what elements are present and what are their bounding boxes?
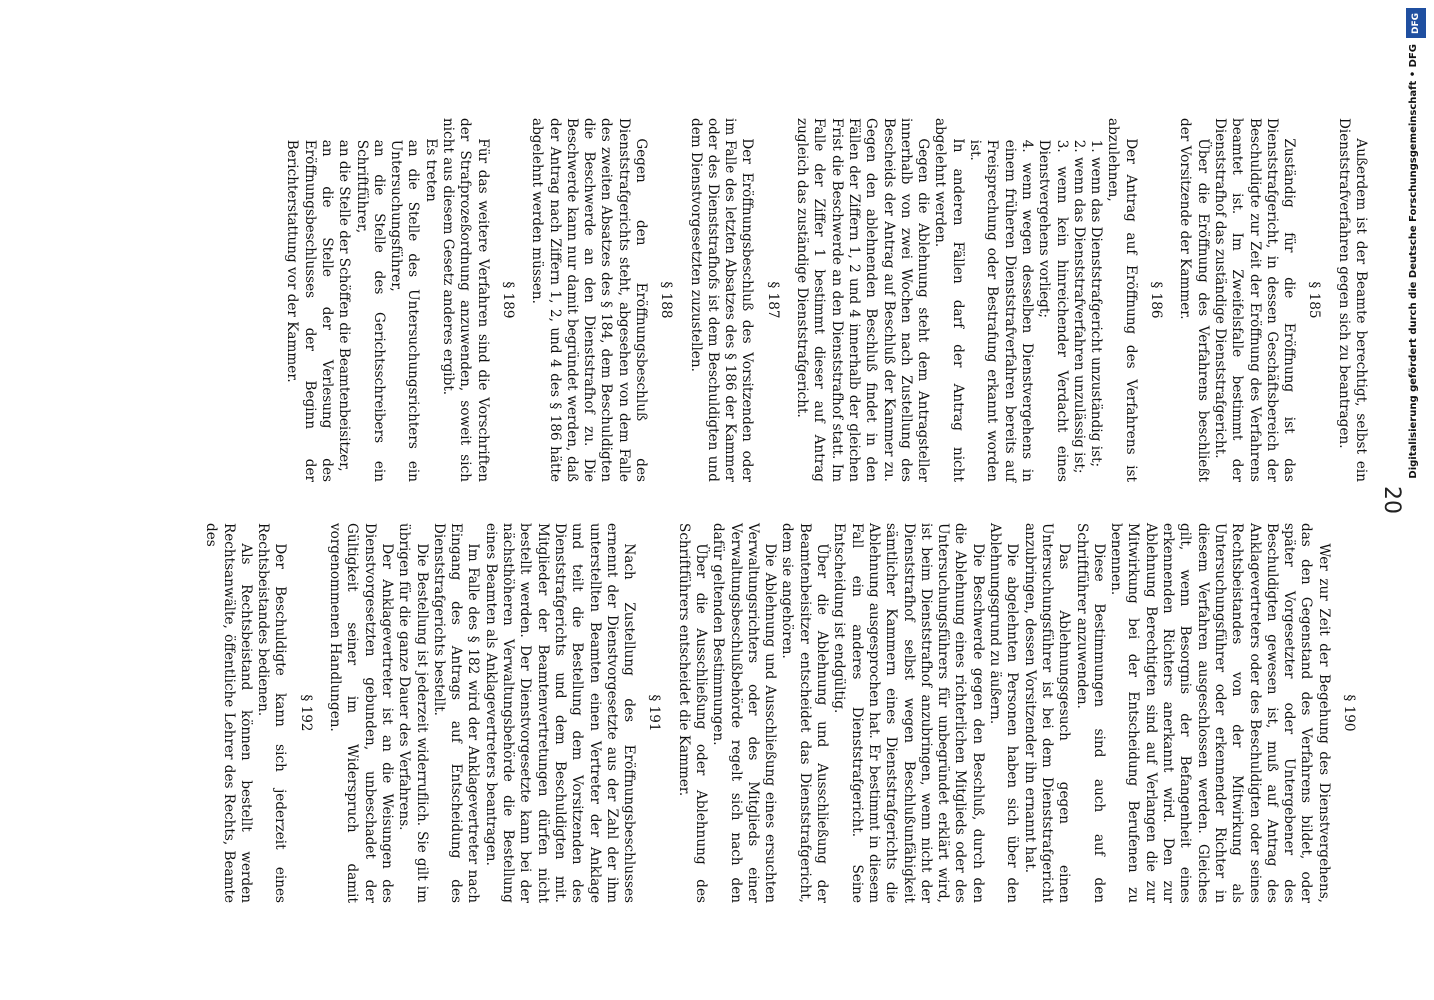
section-185-paragraph-1: Zuständig für die Eröffnung ist das Dienststrafgericht, in dessen Geschäftsbereich der Beschuldigte zur Zeit der Eröffnung des Verfahrens beamtet ist. Im Zweifelsfalle bestimmt der Dienststrafhof das zuständige Dienststrafgericht. [1211, 118, 1298, 482]
section-187-paragraph-1: Der Eröffnungsbeschluß des Vorsitzenden oder im Falle des letzten Absatzes des § 186 der Kammer oder des Dienststrafhofs ist dem Beschuldigten und dem Dienstvorgesetzten zuzustellen. [687, 118, 756, 482]
section-192-paragraph-1: Der Beschuldigte kann sich jederzeit eines Rechtsbeistandes bedienen. [255, 523, 289, 903]
section-190-paragraph-6: Über die Ablehnung und Ausschließung der Beamtenbeisitzer entscheidet das Dienststrafgericht, dem sie angehören. [779, 523, 831, 903]
section-189-item-1: an die Stelle des Untersuchungsrichters ein Untersuchungsführer, [388, 139, 422, 482]
digitization-credit [1402, 8, 1430, 479]
section-189-paragraph-2: Es treten [422, 138, 439, 202]
section-185-paragraph-2: Über die Eröffnung des Verfahrens beschließt der Vorsitzende der Kammer. [1177, 118, 1211, 482]
section-190-paragraph-4: Die abgelehnten Personen haben sich über den Ablehnungsgrund zu äußern. [987, 523, 1021, 903]
section-191-paragraph-1: Nach Zustellung des Eröffnungsbeschlusses ernennt der Dienstvorgesetzte aus der Zahl der ihm unterstellten Beamten einen Vertreter der Anklage und teilt die Bestellung dem Vorsitzenden des Dienststrafgerichts und dem Beschuldigten mit. Mitglieder der Beamtenvertretungen dürfen nicht bestellt werden. Der Dienstvorgesetzte kann bei der nächsthöheren Verwaltungsbehörde die Bestellung eines Beamten als Anklagevertreters beantragen. [482, 523, 638, 903]
section-189-item-2: an die Stelle des Gerichtsschreibers ein Schriftführer, [353, 139, 387, 482]
page-number: 20 [1379, 486, 1404, 514]
right-column [202, 523, 1369, 903]
section-191-paragraph-3: Die Bestellung ist jederzeit widerruflich. Sie gilt im übrigen für die ganze Dauer des Verfahrens. [396, 523, 430, 903]
section-187-heading: § 187 [764, 281, 781, 319]
section-191-paragraph-2: Im Falle des § 182 wird der Anklagevertreter nach Eingang des Antrags auf Entscheidung des Dienststrafgerichts bestellt. [430, 523, 482, 903]
section-190-paragraph-8: Über die Ausschließung oder Ablehnung des Schriftführers entscheidet die Kammer. [675, 523, 710, 903]
section-186-paragraph-1: Der Antrag auf Eröffnung des Verfahrens ist abzulehnen, [1105, 118, 1139, 482]
section-191-heading: § 191 [646, 694, 663, 732]
section-192-heading: § 192 [297, 694, 314, 732]
section-189-paragraph-1: Für das weitere Verfahren sind die Vorschriften der Strafprozeßordnung anzuwenden, soweit sich nicht aus diesem Gesetz anderes ergibt. [440, 118, 491, 482]
section-190-paragraph-1: Wer zur Zeit der Begehung des Dienstvergehens, das den Gegenstand des Verfahrens bildet, oder später Vorgesetzter oder Untergebener des Beschuldigten gewesen ist, muß auf Antrag des Anklagevertreters oder des Beschuldigten oder seines Rechtsbeistandes von der Mitwirkung als Untersuchungsführer oder erkennender Richter in diesem Verfahren ausgeschlossen werden. Gleiches gilt, wenn Besorgnis der Befangenheit eines erkennenden Richters anerkannt wird. Den zur Ablehnung Berechtigten sind auf Verlangen die zur Mitwirkung bei der Entscheidung Berufenen zu benennen. [1108, 523, 1332, 903]
section-190-paragraph-5: Die Beschwerde gegen den Beschluß, durch den die Ablehnung eines richterlichen Mitglieds oder des Untersuchungsführers für unbegründet erklärt wird, ist beim Dienststrafhof anzubringen, wenn nicht der Dienststrafhof selbst wegen Beschlußunfähigkeit sämtlicher Kammern eines Dienststrafgerichts die Ablehnung ausgesprochen hat. Er bestimmt in diesem Fall ein anderes Dienststrafgericht. Seine Entscheidung ist endgültig. [831, 523, 986, 903]
section-189-item-3: an die Stelle der Schöffen die Beamtenbeisitzer, [336, 139, 353, 472]
section-191-paragraph-4: Der Anklagevertreter ist an die Weisungen des Dienstvorgesetzten gebunden, unbeschadet der Gültigkeit seiner im Widerspruch damit vorgenommenen Handlungen. [327, 523, 395, 903]
section-190-heading: § 190 [1341, 694, 1357, 732]
section-188-heading: § 188 [658, 281, 675, 319]
section-186-paragraph-3: Gegen die Ablehnung steht dem Antragsteller innerhalb von zwei Wochen nach Zustellung des Bescheids der Antrag auf Beschluß der Kammer zu. Gegen den ablehnenden Beschluß findet in den Fällen der Ziffern 1, 2 und 4 innerhalb der gleichen Frist die Beschwerde an den Dienststrafhof statt. Im Falle der Ziffer 1 bestimmt dieser auf Antrag zugleich das zuständige Dienststrafgericht. [794, 118, 932, 482]
section-190-paragraph-2: Diese Bestimmungen sind auch auf den Schriftführer anzuwenden. [1073, 523, 1107, 903]
section-185-heading: § 185 [1306, 281, 1323, 319]
section-186-heading: § 186 [1148, 281, 1165, 319]
section-190-paragraph-7: Die Ablehnung und Ausschließung eines ersuchten Verwaltungsrichters oder des Mitglieds einer Verwaltungsbeschlußbehörde regelt sich nach den dafür geltenden Bestimmungen. [710, 523, 779, 903]
section-186-item-2: 2. wenn das Dienststrafverfahren unzulässig ist; [1070, 139, 1087, 474]
intro-paragraph: Außerdem ist der Beamte berechtigt, selbst ein Dienststrafverfahren gegen sich zu beantragen. [1335, 118, 1369, 482]
section-186-paragraph-2: In anderen Fällen darf der Antrag nicht abgelehnt werden. [932, 118, 966, 482]
dfg-logo-icon: DFG [1406, 8, 1426, 38]
section-186-item-1: 1. wenn das Dienststrafgericht unzuständig ist; [1088, 139, 1105, 468]
section-188-paragraph-1: Gegen den Eröffnungsbeschluß des Dienststrafgerichts steht, abgesehen von dem Falle des zweiten Absatzes des § 184, dem Beschuldigten die Beschwerde an den Dienststrafhof zu. Die Beschwerde kann nur damit begründet werden, daß der Antrag nach Ziffern 1, 2, und 4 des § 186 hätte abgelehnt werden müssen. [529, 118, 650, 482]
section-190-paragraph-3: Das Ablehnungsgesuch gegen einen Untersuchungsführer ist bei dem Dienststrafgericht anzubringen, dessen Vorsitzender ihn ernannt hat. [1021, 523, 1073, 903]
section-186-item-3: 3. wenn kein hinreichender Verdacht eines Dienstvergehens vorliegt; [1036, 139, 1070, 482]
section-189-heading: § 189 [499, 281, 516, 319]
section-189-item-4: an die Stelle der Verlesung des Eröffnungsbeschlusses der Beginn der Berichterstattung vor der Kammer. [284, 139, 335, 482]
credit-text: Digitalisierung gefördert durch die Deutsche Forschungsgemeinschaft • DFG [1408, 44, 1419, 479]
section-186-item-4: 4. wenn wegen desselben Dienstvergehens in einem früheren Dienststrafverfahren bereits auf Freisprechung oder Bestrafung erkannt worden ist. [967, 139, 1035, 482]
section-192-paragraph-2: Als Rechtsbeistand können bestellt werden Rechtsanwälte, öffentliche Lehrer des Rechts, Beamte des [203, 523, 254, 903]
left-column [283, 118, 1369, 482]
